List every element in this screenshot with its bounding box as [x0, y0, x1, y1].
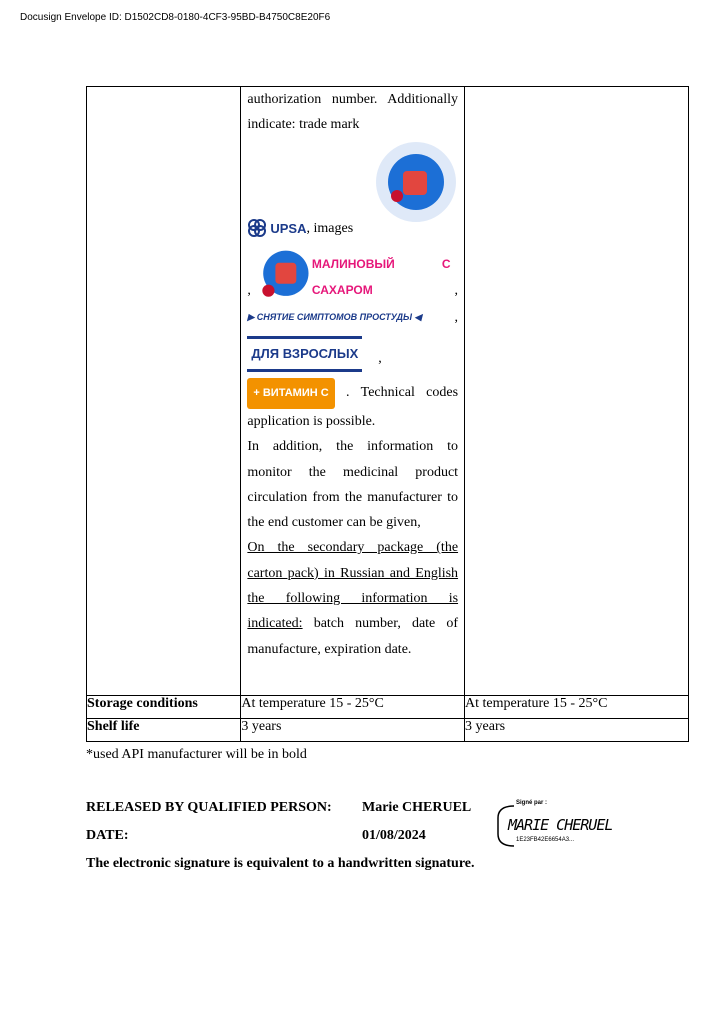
triangle-right-icon: ▶ — [247, 312, 257, 323]
adult-banner: ДЛЯ ВЗРОСЛЫХ — [247, 336, 362, 371]
table-row — [87, 87, 689, 696]
signature-name: MARIE CHERUEL — [508, 816, 613, 834]
storage-label: Storage conditions — [87, 696, 241, 719]
package-paragraph — [247, 535, 458, 661]
upsa-label: UPSA — [270, 220, 307, 236]
spec-table — [86, 86, 689, 742]
monitor-paragraph: In addition, the information to monitor the medicinal product circulation from the manufacturer to the end customer can be given, — [247, 439, 459, 531]
symptom-text: СНЯТИЕ СИМПТОМОВ ПРОСТУДЫ — [256, 312, 413, 323]
signature-id: 1E23FB42E6654A3... — [516, 837, 575, 843]
signature-block — [496, 800, 636, 848]
table-row — [87, 719, 689, 742]
table-row — [87, 696, 689, 719]
product-circle-logo — [374, 140, 458, 224]
upsa-logo — [247, 216, 306, 241]
signed-by-label: Signé par : — [516, 800, 548, 806]
shelf-life-label: Shelf life — [87, 719, 241, 742]
footnote: *used API manufacturer will be in bold — [86, 747, 307, 762]
release-label: RELEASED BY QUALIFIED PERSON: — [86, 800, 332, 815]
comma: , — [247, 282, 251, 298]
storage-value: At temperature 15 - 25°C — [465, 696, 689, 719]
comma: , — [454, 282, 459, 298]
symptom-line — [247, 305, 421, 330]
shelf-life-value: 3 years — [241, 719, 465, 742]
date-label: DATE: — [86, 828, 129, 843]
comma: , — [454, 310, 459, 326]
shelf-life-value: 3 years — [465, 719, 689, 742]
empty-cell — [87, 87, 241, 696]
storage-value: At temperature 15 - 25°C — [241, 696, 465, 719]
images-text: , images — [306, 220, 354, 236]
upsa-clover-icon — [247, 218, 267, 238]
product-cup-logo — [251, 247, 312, 303]
technical-text: . Technical codes application is possible. — [247, 384, 459, 429]
package-rest: batch number, date of manufacture, expiration date. — [247, 616, 459, 657]
empty-cell — [465, 87, 689, 696]
release-name: Marie CHERUEL — [362, 800, 472, 815]
esig-note: The electronic signature is equivalent to a handwritten signature. — [86, 856, 475, 871]
package-underlined: On the secondary package (the carton pack) in Russian and English the following information is indicated: — [247, 540, 459, 632]
triangle-left-icon: ◀ — [412, 312, 422, 323]
date-value: 01/08/2024 — [362, 828, 426, 843]
packaging-cell — [241, 87, 465, 696]
flavor-banner: МАЛИНОВЫЙ С САХАРОМ — [311, 257, 451, 297]
cell-line1: authorization number. Additionally indicate: trade mark — [247, 92, 459, 133]
comma: , — [378, 351, 382, 367]
vitamin-banner: + ВИТАМИН С — [247, 378, 334, 409]
envelope-id: Docusign Envelope ID: D1502CD8-0180-4CF3-95BD-B4750C8E20F6 — [20, 12, 331, 23]
